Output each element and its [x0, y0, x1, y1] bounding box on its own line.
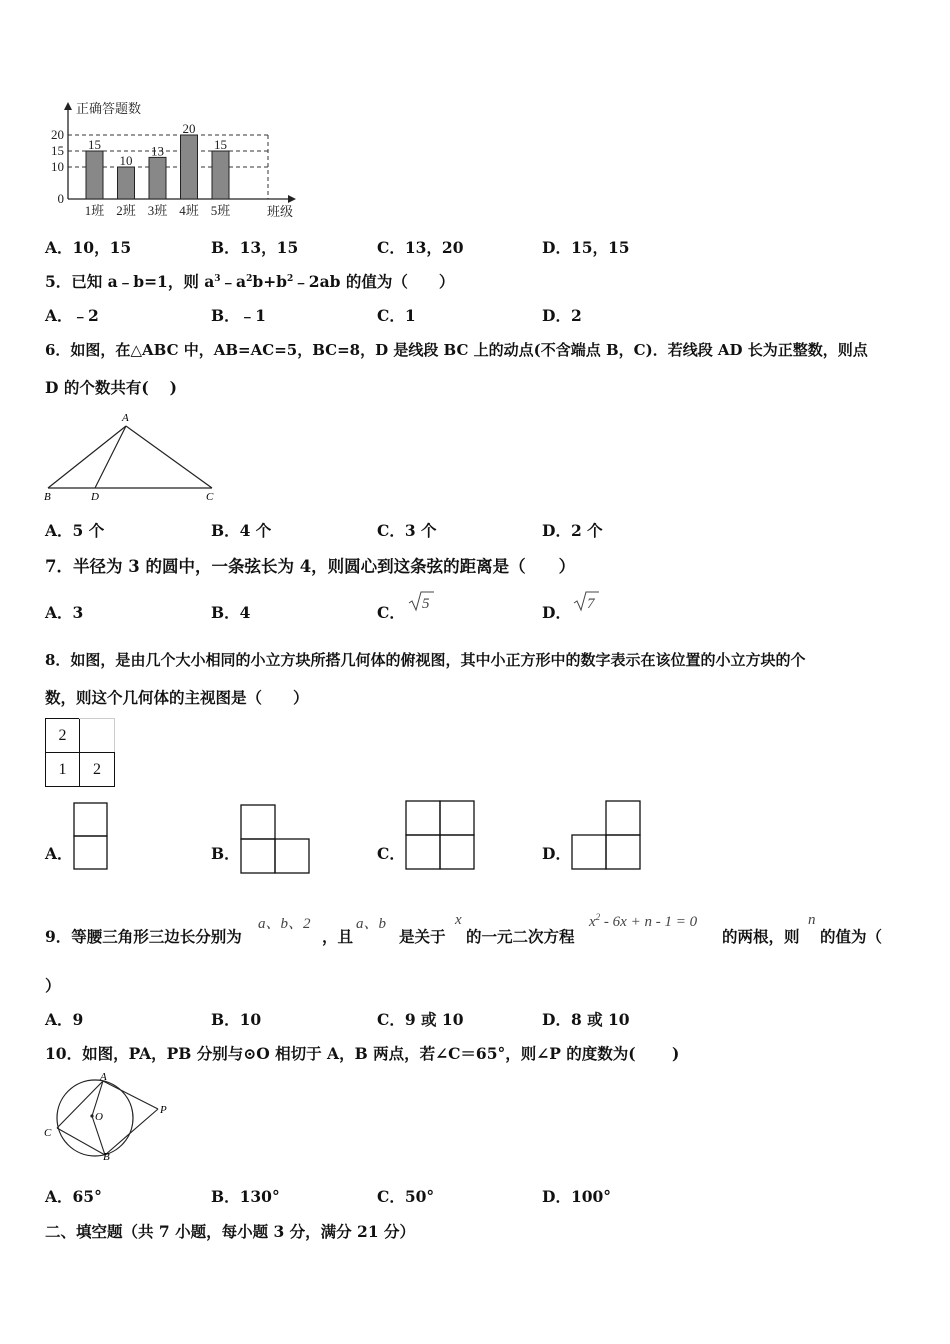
x-tick-label: 3班 — [147, 203, 168, 218]
label-o: O — [95, 1111, 103, 1123]
q9-option-c[interactable]: C．9 或 10 — [377, 1010, 464, 1029]
label-b: B — [103, 1151, 110, 1162]
tangent-pb — [105, 1109, 158, 1155]
grid-cell-bottom-right: 2 — [79, 752, 115, 787]
q8-option-b[interactable]: B． — [211, 844, 240, 863]
grid-cell-bottom-left: 1 — [45, 752, 80, 787]
option-c-front-view — [405, 800, 477, 870]
segment-ab — [48, 426, 126, 488]
q6-option-b[interactable]: B．4 个 — [211, 521, 272, 540]
data-label: 15 — [214, 137, 227, 152]
q8-option-d[interactable]: D． — [542, 844, 571, 863]
q5-question: 5．已知 a﹣b=1，则 $a^3﹣a^2b+b^2﹣2ab$ 的值为（ ） — [45, 272, 455, 291]
q7-option-b[interactable]: B．4 — [211, 603, 251, 622]
data-label: 20 — [182, 121, 196, 136]
sqrt7-expression — [572, 589, 600, 613]
label-p: P — [160, 1104, 167, 1116]
data-label: 13 — [151, 143, 164, 159]
label-b: B — [44, 491, 51, 503]
bar-5班 — [212, 151, 229, 199]
x-axis-title: 班级 — [266, 204, 294, 219]
q8-question-line1: 8．如图，是由几个大小相同的小立方块所搭几何体的俯视图，其中小正方形中的数字表示在该位置的小立方块的个 — [45, 651, 806, 669]
q9-text-cont: ） — [45, 976, 61, 995]
sqrt5-expression — [407, 589, 435, 613]
q9-text-4: 的一元二次方程 — [466, 927, 575, 946]
segment-ac — [126, 426, 212, 488]
q10-option-d[interactable]: D．100° — [542, 1187, 612, 1206]
bar-4班 — [181, 135, 198, 199]
q6-option-d[interactable]: D．2 个 — [542, 521, 603, 540]
data-label: 10 — [119, 153, 133, 168]
q5-option-a[interactable]: A．﹣2 — [45, 306, 99, 325]
q9-text-3: 是关于 — [399, 927, 446, 946]
q9-math-abc: a、b、2 — [258, 916, 311, 932]
q9-option-a[interactable]: A．9 — [45, 1010, 84, 1029]
y-tick-label: 10 — [51, 159, 64, 174]
q9-text-2: ，且 — [322, 927, 354, 946]
q9-text-5: 的两根，则 — [722, 927, 800, 946]
x-tick-label: 5班 — [210, 203, 231, 218]
y-tick-label: 0 — [57, 191, 64, 206]
q10-option-c[interactable]: C．50° — [377, 1187, 435, 1206]
q9-text-6: 的值为（ — [820, 927, 883, 946]
y-axis-arrow — [64, 102, 72, 110]
q8-option-a[interactable]: A． — [45, 844, 73, 863]
grid-cell-top-right-empty — [79, 718, 115, 753]
segment-ad — [95, 426, 126, 488]
label-c: C — [44, 1127, 52, 1139]
svg-text:7: 7 — [587, 596, 595, 612]
x-tick-label: 4班 — [179, 203, 199, 218]
q9-text-1: 9．等腰三角形三边长分别为 — [45, 927, 242, 946]
section-2-heading: 二、填空题（共 7 小题，每小题 3 分，满分 21 分） — [45, 1222, 416, 1241]
q9-math-n: n — [808, 912, 816, 928]
q5-option-c[interactable]: C．1 — [377, 306, 416, 325]
q4-option-b[interactable]: B．13，15 — [211, 238, 299, 257]
q8-question-line2: 数，则这个几何体的主视图是（ ） — [45, 688, 309, 707]
q6-option-a[interactable]: A．5 个 — [45, 521, 105, 540]
q4-option-c[interactable]: C．13，20 — [377, 238, 464, 257]
q10-option-b[interactable]: B．130° — [211, 1187, 280, 1206]
q4-option-d[interactable]: D．15，15 — [542, 238, 630, 257]
label-c: C — [206, 491, 214, 503]
y-tick-label: 20 — [51, 127, 64, 142]
q7-question: 7．半径为 3 的圆中，一条弦长为 4，则圆心到这条弦的距离是（ ） — [45, 557, 576, 576]
q8-option-c[interactable]: C． — [377, 844, 405, 863]
q6-question-line2: D 的个数共有( ) — [45, 378, 177, 397]
label-a: A — [122, 412, 129, 424]
q7-option-a[interactable]: A．3 — [45, 603, 84, 622]
triangle-figure — [40, 410, 225, 505]
option-a-front-view — [73, 802, 109, 872]
x-tick-label: 1班 — [84, 203, 105, 218]
q6-question-line1: 6．如图，在△ABC 中，AB=AC=5，BC=8，D 是线段 BC 上的动点(不含端点 B，C)．若线段 AD 长为正整数，则点 — [45, 341, 868, 359]
x-axis-arrow — [288, 195, 296, 203]
q6-option-c[interactable]: C．3 个 — [377, 521, 437, 540]
x-tick-label: 2班 — [116, 203, 136, 218]
q9-math-x: x — [455, 912, 462, 928]
q5-option-b[interactable]: B．﹣1 — [211, 306, 266, 325]
bar-chart — [40, 98, 310, 223]
q4-option-a[interactable]: A．10，15 — [45, 238, 132, 257]
option-b-front-view — [240, 804, 312, 874]
q7-option-d[interactable]: D． — [542, 603, 571, 622]
q9-math-ab: a、b — [356, 916, 387, 932]
option-d-front-view — [571, 800, 643, 870]
q9-option-d[interactable]: D．8 或 10 — [542, 1010, 630, 1029]
label-d: D — [91, 491, 99, 503]
q5-option-d[interactable]: D．2 — [542, 306, 582, 325]
bar-1班 — [86, 151, 103, 199]
circle-tangent-figure — [40, 1072, 180, 1162]
center-point — [90, 1114, 93, 1117]
bar-2班 — [118, 167, 135, 199]
svg-text:5: 5 — [422, 596, 430, 612]
bar-3班 — [149, 157, 166, 199]
q9-option-b[interactable]: B．10 — [211, 1010, 262, 1029]
q7-option-c[interactable]: C． — [377, 603, 405, 622]
grid-cell-top-left: 2 — [45, 718, 80, 753]
y-axis-title: 正确答题数 — [76, 101, 142, 116]
q9-equation: $x^2 - 6x + n - 1 = 0$ — [589, 912, 698, 930]
label-a: A — [100, 1072, 107, 1083]
data-label: 15 — [88, 137, 101, 152]
q10-question: 10．如图，PA，PB 分别与⊙O 相切于 A，B 两点，若∠C＝65°，则∠P 的度数为( ) — [45, 1044, 680, 1063]
q10-option-a[interactable]: A．65° — [45, 1187, 102, 1206]
y-tick-label: 15 — [51, 143, 64, 158]
